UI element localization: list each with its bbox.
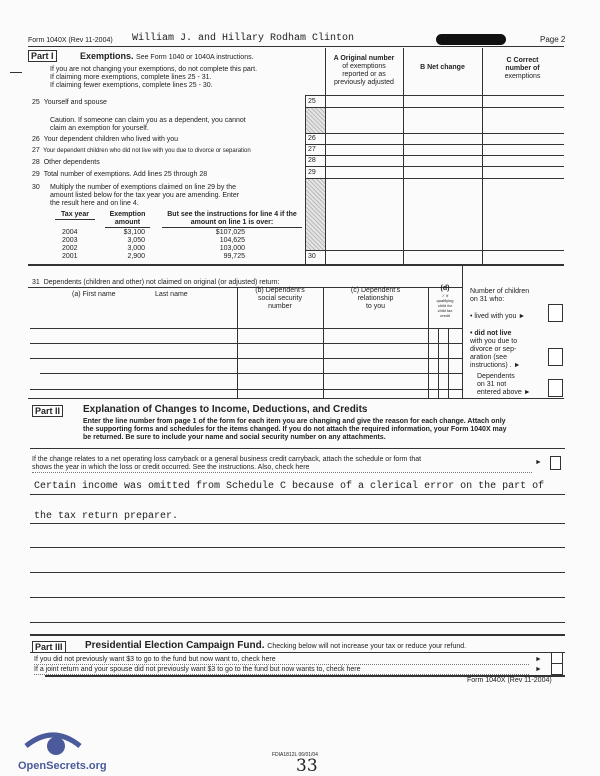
part3-title: Presidential Election Campaign Fund. Checking below will not increase your tax or reduce your refund. [85,640,467,651]
campaign-fund-checkbox-2[interactable] [551,663,563,675]
col-ssn: (b) Dependent's social security number [255,287,305,310]
explanation-line-3 [30,547,565,548]
part1-title: Exemptions. See Form 1040 or 1040A instructions. [80,51,254,61]
page-label: Page 2 [540,35,566,44]
col-relationship: (c) Dependent's relationship to you [350,287,401,310]
did-not-live-count[interactable] [548,348,563,366]
campaign-fund-line-1: If you did not previously want $3 to go to the fund but now want to, check here [34,656,529,665]
col-first-name: (a) First name [72,291,116,298]
nol-checkbox[interactable] [550,456,561,470]
line-28-box: 28 [308,157,316,164]
side-title: Number of children on 31 who: [470,288,530,303]
col-child-tax-credit: (d) ✓ if qualifying child for child tax credit [436,285,454,318]
line-30-num: 30 [32,184,40,191]
table-col-threshold: $107,025 104,625 103,000 99,725 [215,229,245,260]
tax-form-page: Form 1040X (Rev 11-2004) William J. and Hillary Rodham Clinton Page 2 Part I Exemptions. See Form 1040 or 1040A instructions. If you are not changing your exemptions, do not complete this part. If claiming more exemptions, complete lines 25 - 31. If claiming fewer exemptions, complete lines 25 - 30. A Original number of exemptions reported or as previously adjusted B Net change C Correct number of exemptions 25 Yourself and spouse 25 Caution. If someone can claim you as a dependent, you cannot claim an exemption for yourself. 26 Your dependent children who lived with you 26 27 Your dependent children who did not live with you due to divorce or separation 27 28 Other dependents 28 29 Total number of exemptions. Add lines 25 through 28 29 30 Multiply the number of exemptions claimed on line 29 by the amount listed below for the tax year you are amending. Enter the result here and on line 4. Tax year Exemption amount But see the instructions for line 4 if the amount on line 1 is over: 2004 2003 2002 2001 $3,100 3,050 3,000 2,900 $107,025 104,625 103,000 99,725 30 31 Dependents (children and other) not claimed on original (or adjusted) return: (a) First name Last name (b) Dependent's social security number (c) Dependent's relationship to you (d) ✓ if qualifying child for child tax credit Number of children on 31 who: • lived with you ► • did not live with you due to divorce or sep- aration (see instructions) . ► Dependents on 31 not entered above ► Part II Explanation of Changes to Income, Deductions, and Credits Enter the line number from page 1 of the form for each item you are changing and give the reason for each change. Attach only the supporting forms and schedules for the items changed. If you do not attach the required information, your Form 1040X may be returned. Be sure to include your name and social security number on any attachments. If the change relates to a net operating loss carryback or a general business credit carryback, attach the schedule or form that shows the year in which the loss or credit occurred. See the instructions. Also, check here ► Certain income was omitted from Schedule C because of a clerical error on the part of the tax return preparer. Part III Presidential Election Campaign Fund. Checking below will not increase your tax or reduce your refund. If you did not previously want $3 to go to the fund but now want to, check here If a joint return and your spouse did not previously want $3 to go to the fund but now wants to, check here ► ► Form 1040X (Rev 11-2004) OpenSecrets.org FDIA1812L 06/01/04 33 [0,0,600,776]
th-exemption-amount: Exemption amount [105,211,150,228]
footer-form-id: Form 1040X (Rev 11-2004) [467,677,552,684]
line-29-box: 29 [308,169,316,176]
part2-title: Explanation of Changes to Income, Deductions, and Credits [83,404,368,415]
line-29: 29 Total number of exemptions. Add lines 25 through 28 [32,171,208,178]
part1-label: Part I [28,50,57,62]
did-not-live-label: • did not live with you due to divorce or sep- aration (see instructions) . ► [470,330,521,369]
campaign-fund-line-2: If a joint return and your spouse did not previously want $3 to go to the fund but now wants to, check here [34,666,529,675]
other-dependents-count[interactable] [548,379,563,397]
col-last-name: Last name [155,291,188,298]
part2-instructions: Enter the line number from page 1 of the form for each item you are changing and give the reason for each change. Attach only the supporting forms and schedules for the items changed. If you do not attach the required information, your Form 1040X may be returned. Be sure to include your name and social security number on any attachments. [83,418,507,441]
line-28: 28 Other dependents [32,159,100,166]
caution-text: Caution. If someone can claim you as a dependent, you cannot claim an exemption for yourself. [50,117,246,132]
other-dependents-label: Dependents on 31 not entered above ► [477,373,531,396]
line-30-box: 30 [308,253,316,260]
column-b-header: B Net change [420,64,465,71]
line-26-box: 26 [308,135,316,142]
table-col-amount: $3,100 3,050 3,000 2,900 [123,229,145,260]
line-30-text: Multiply the number of exemptions claimed on line 29 by the amount listed below for the tax year you are amending. Enter the result here and on line 4. [50,184,240,207]
explanation-line-4 [30,572,565,573]
eye-icon [18,728,88,758]
table-col-year: 2004 2003 2002 2001 [62,229,78,260]
taxpayer-name: William J. and Hillary Rodham Clinton [132,33,355,44]
line-25: 25 Yourself and spouse [32,99,107,106]
part1-instructions: If you are not changing your exemptions, do not complete this part. If claiming more exemptions, complete lines 25 - 31. If claiming fewer exemptions, complete lines 25 - 30. [50,66,258,89]
explanation-line-2[interactable]: the tax return preparer. [34,511,179,522]
explanation-line-6 [30,622,565,623]
line-27-box: 27 [308,146,316,153]
th-tax-year: Tax year [55,211,95,220]
lived-with-you-label: • lived with you ► [470,313,526,320]
explanation-line-1[interactable]: Certain income was omitted from Schedule C because of a clerical error on the part of [34,481,545,492]
line-26: 26 Your dependent children who lived with you [32,136,179,143]
form-code: FDIA1812L 06/01/04 [272,752,318,758]
line-31: 31 Dependents (children and other) not claimed on original (or adjusted) return: [32,279,280,286]
handwritten-page-number: 33 [296,756,318,776]
column-a-header: A Original number of exemptions reported or as previously adjusted [333,55,395,86]
line-25-box: 25 [308,98,316,105]
redaction-mark [436,34,506,45]
part3-label: Part III [32,641,66,653]
form-id: Form 1040X (Rev 11-2004) [28,37,113,44]
explanation-line-5 [30,597,565,598]
line-27: 27 Your dependent children who did not live with you due to divorce or separation [32,147,251,154]
lived-with-you-count[interactable] [548,304,563,322]
opensecrets-logo: OpenSecrets.org [18,728,107,772]
th-threshold: But see the instructions for line 4 if the amount on line 1 is over: [162,211,302,228]
part2-label: Part II [32,405,63,417]
column-c-header: C Correct number of exemptions [504,57,541,80]
nol-text: If the change relates to a net operating loss carryback or a general business credit carryback, attach the schedule or form that shows the year in which the loss or credit occurred. See the instructions. Also, check here [32,456,532,473]
